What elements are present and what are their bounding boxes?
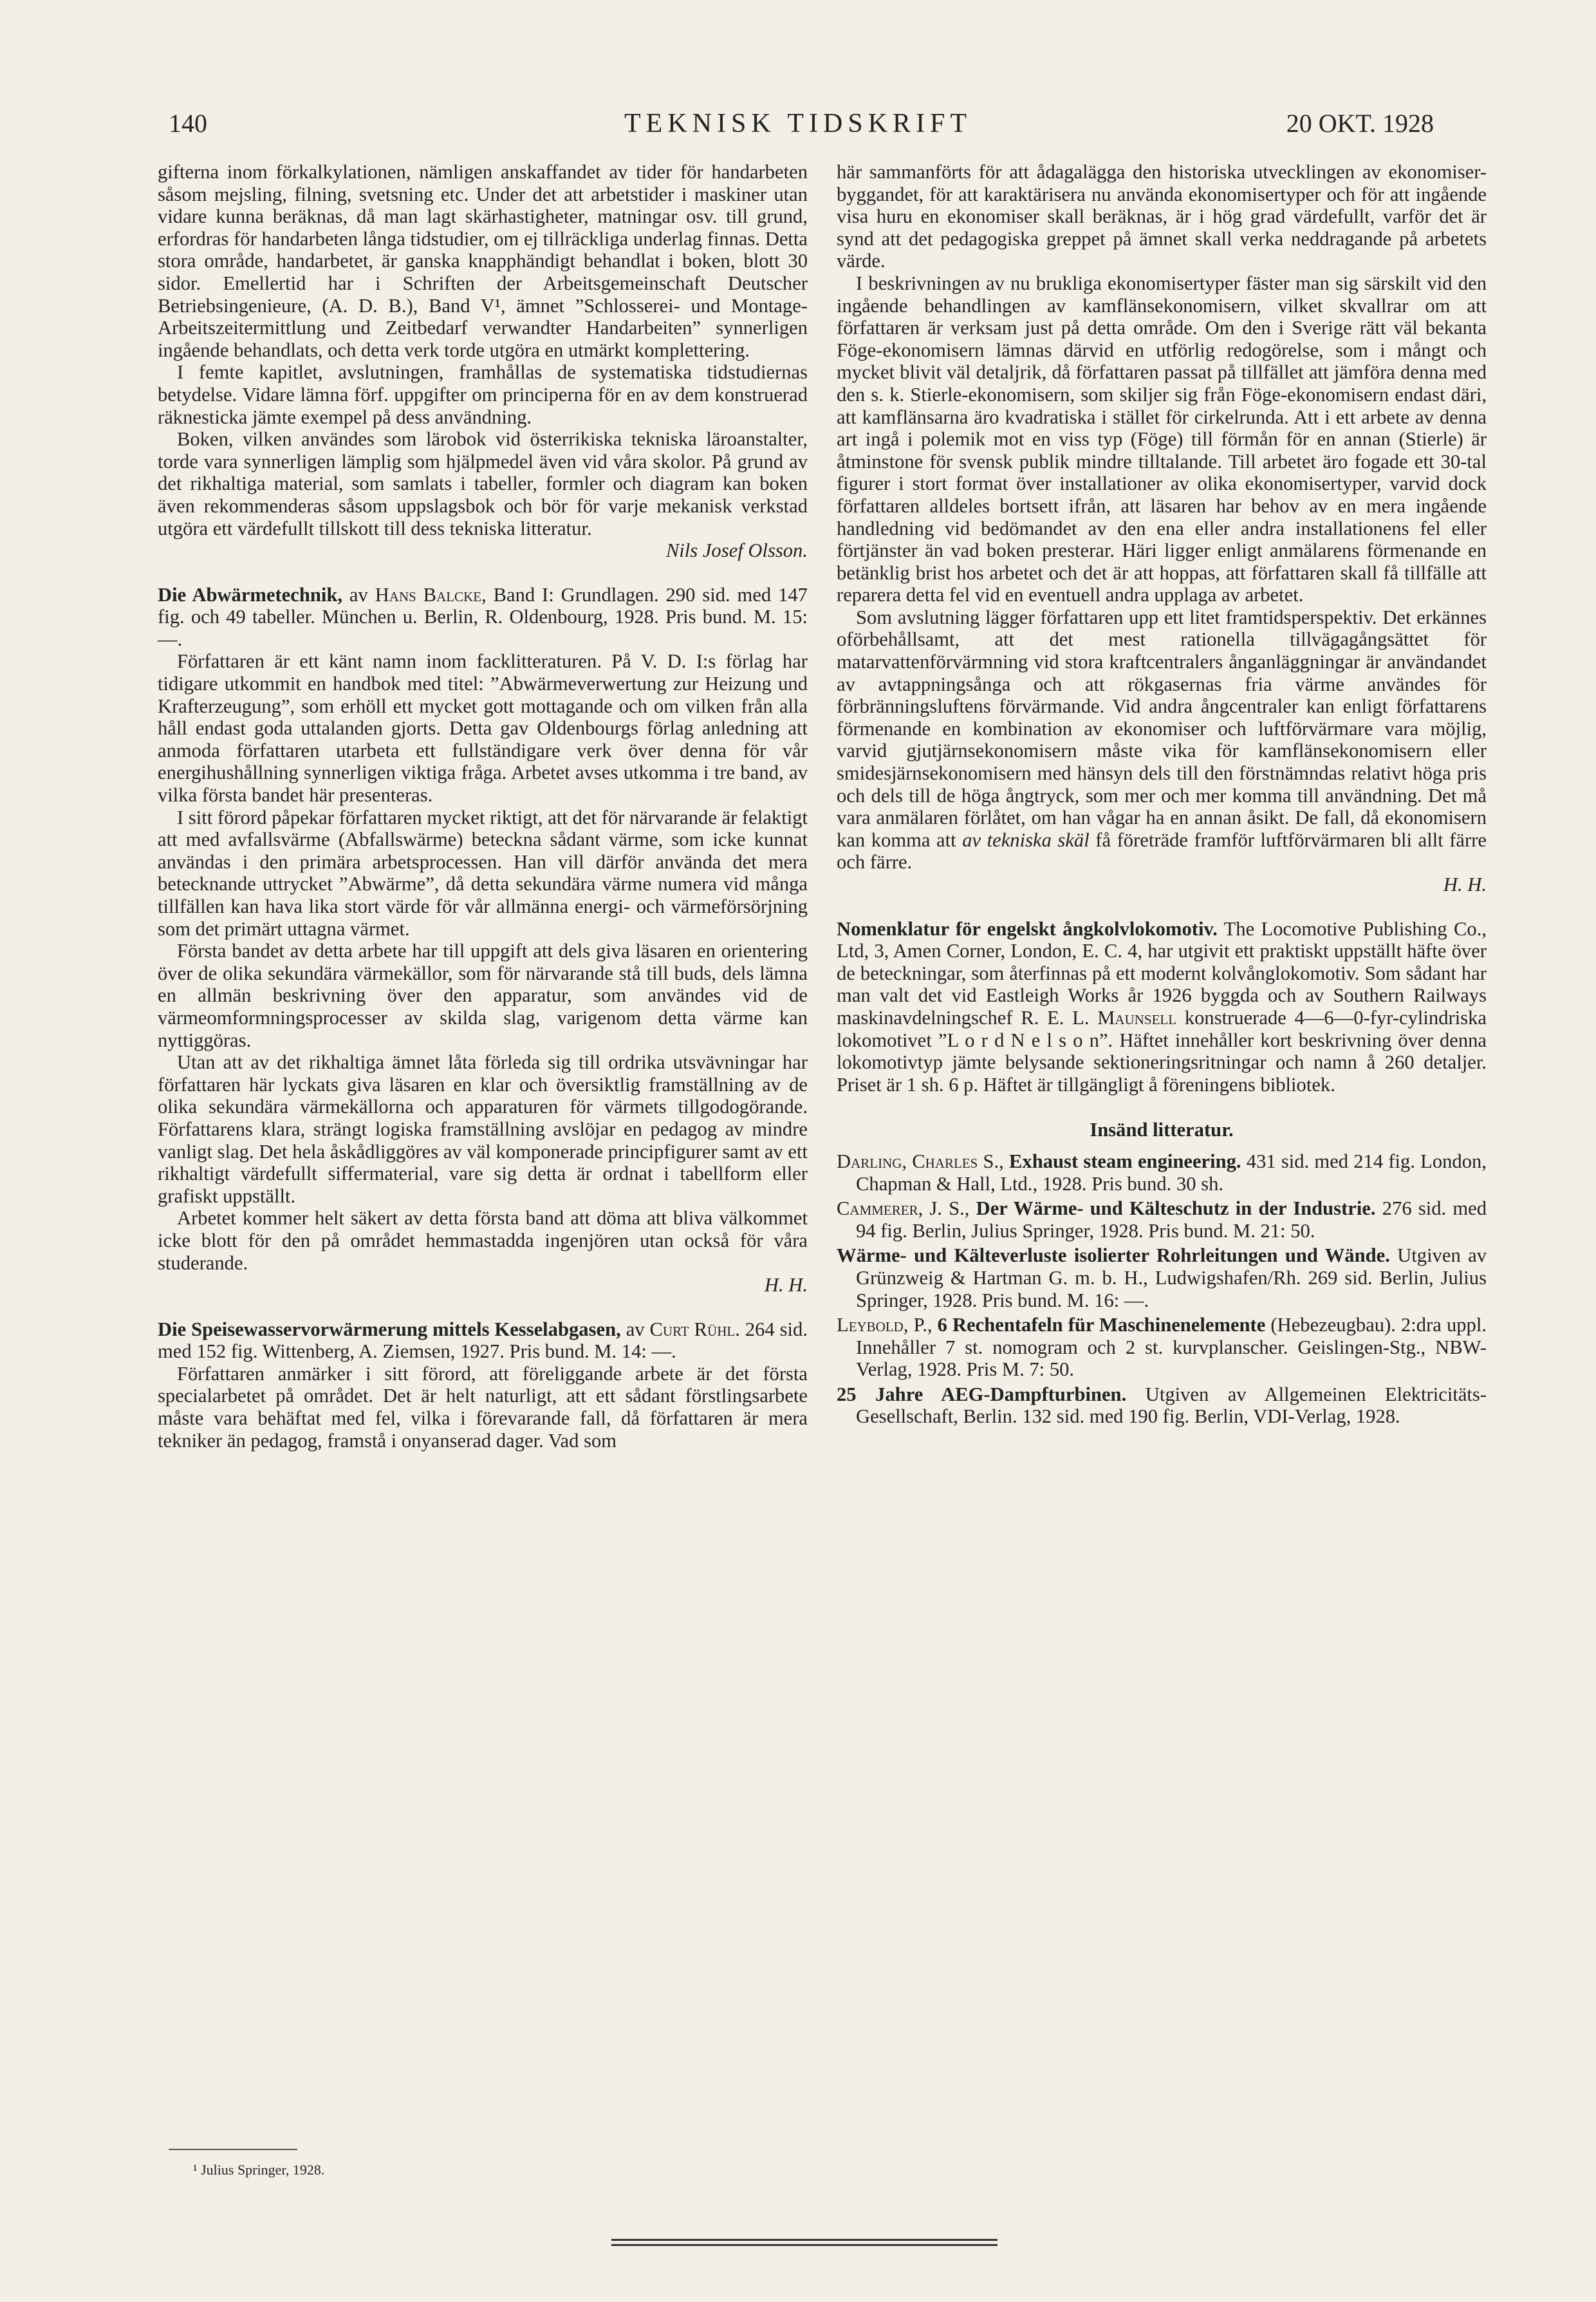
signature: Nils Josef Olsson. [665,539,808,562]
footnote: ¹ Julius Springer, 1928. [193,2162,325,2178]
paragraph: Utan att av det rikhaltiga ämnet låta förleda sig till ordrika utsvävningar har författaren här lyckats giva läsaren en klar och översiktlig framställning av de olika sekundära värmekällorna och apparaturen för värmets tillgodogörande. Författarens klara, strängt logiska framställning avslöjar en pedagog av mindre vanligt slag. Det hela åskådliggöres av väl komponerade principfigurer samt av ett rikhaltigt värdefullt siffermaterial, vare sig detta är ordnat i tabellform eller grafiskt uppställt. [158,1051,808,1207]
review-heading-speisewasser [158,1318,808,1363]
text: konstruerade 4—6—0-fyr-cylindriska lokomotivet ”L o r d N e l s o n”. Häftet innehåller kort beskrivning över denna lokomotivtyp jämte belysande sektioneringsritningar och namn å 260 detaljer. Priset är 1 sh. 6 p. Häftet är tillgängligt å föreningens bibliotek. [837,1006,1487,1096]
section-heading: Insänd litteratur. [1090,1119,1234,1141]
bottom-rule [611,2244,998,2246]
book-details: 264 sid. med 152 fig. Wittenberg, A. Ziemsen, 1927. Pris bund. M. 14: —. [158,1318,808,1363]
entry-details: Utgiven av Allgemeinen Elektricitäts-Gesellschaft, Berlin. 132 sid. med 190 fig. Berlin, VDI-Verlag, 1928. [856,1383,1487,1428]
page-number: 140 [169,109,207,138]
author-name: Maunsell [1097,1006,1177,1029]
text: Som avslutning lägger författaren upp ett litet framtidsperspektiv. Det erkännes oförbehållsamt, att det mest rationella tillvägagångsättet för matarvattenförvärmning vid stora kraftcentralers ånganläggningar är användandet av avtappningsånga och att rökgasernas fria värme användes för förbränningsluftens förvärmande. Vid andra ångcentraler kan enligt författarens förmenande en kombination av ekonomiser och luftförvärmare vara möjlig, varvid gjutjärnsekonomisern måste vika för kamflänsekonomisern eller smidesjärnsekonomisern med hänsyn dels till den förstnämndas relativt höga pris och dels till de höga ångtryck, som mer och mer komma till användning. Det må vara anmälaren förlåtet, om han vågar ha en annan åsikt. De fall, då ekonomisern kan komma att [837,606,1487,851]
italic-text: av tekniska skäl [962,828,1090,851]
literature-entry [837,1150,1487,1195]
left-column [158,161,808,1452]
book-author: Curt Rühl. [649,1318,740,1340]
paragraph: här sammanförts för att ådagalägga den historiska utvecklingen av ekonomiser-byggandet, för att karaktärisera nu använda ekonomisertyper och för att ingående visa huru en ekonomiser skall beräknas, är i hög grad värdefullt, varför det är synd att det pedagogiska greppet på ämnet skall verka neddragande på arbetets värde. [837,161,1487,272]
entry-title: Exhaust steam engineering. [1009,1150,1241,1172]
entry-title: 6 Rechentafeln für Maschinenelemente [937,1314,1266,1336]
book-details: Band I: Grundlagen. 290 sid. med 147 fig. och 49 tabeller. München u. Berlin, R. Oldenbourg, 1928. Pris bund. M. 15: —. [158,583,808,650]
literature-entry [837,1383,1487,1428]
nomenclature-notice [837,918,1487,1096]
bottom-rule [611,2239,998,2241]
book-author: Hans Balcke, [375,583,487,606]
entry-details: (Hebezeugbau). 2:dra uppl. Innehåller 7 st. nomogram och 2 st. kurvplanscher. Geislingen-Stg., NBW-Verlag, 1928. Pris M. 7: 50. [856,1314,1487,1381]
paragraph: Författaren är ett känt namn inom facklitteraturen. På V. D. I:s förlag har tidigare utkommit en handbok med titel: ”Abwärmeverwertung zur Heizung und Krafterzeugung”, som erhöll ett mycket gott mottagande och om vilken från alla håll endast goda uttalanden gjorts. Detta gav Oldenbourgs förlag anledning att anmoda författaren utarbeta ett fullständigare verk över denna för vår energihushållning synnerligen viktiga fråga. Arbetet avses utkomma i tre band, av vilka första bandet här presenteras. [158,650,808,807]
entry-details: 276 sid. med 94 fig. Berlin, Julius Springer, 1928. Pris bund. M. 21: 50. [856,1197,1487,1242]
paragraph [837,606,1487,874]
entry-title: 25 Jahre AEG-Dampfturbinen. [837,1383,1127,1405]
entry-author: Cammerer, J. S., [837,1197,970,1220]
by-word: av [349,583,368,606]
paragraph: I beskrivningen av nu brukliga ekonomisertyper fäster man sig särskilt vid den ingående behandlingen av kamflänsekonomisern, vilket skvallrar om att författaren är verksam just på detta område. Om den i Sverige rätt väl bekanta Föge-ekonomisern lämnas därvid en utförlig redogörelse, som i mångt och mycket blivit väl detaljrik, då författaren passat på tillfället att jämföra denna med den s. k. Stierle-ekonomisern, som skiljer sig från Föge-ekonomisern endast däri, att kamflänsarna äro kvadratiska i stället för cirkelrunda. Att i ett arbete av denna art ingå i polemik mot en viss typ (Föge) till förmån för en annan (Stierle) är åtminstone för svensk publik mindre tilltalande. Till arbetet äro fogade ett 30-tal figurer i stort format över installationer av olika ekonomisertyper, varvid dock författaren alldeles bortsett ifrån, att läsaren har behov av en mera ingående handledning vid bedömandet av den ena eller andra installationens fel eller förtjänster än vad boken presterar. Häri ligger enligt anmälarens förmenande en betänklig brist hos arbetet och det är att hoppas, att författaren skall få tillfälle att reparera detta fel vid en eventuell andra upplaga av arbetet. [837,272,1487,606]
entry-title: Wärme- und Kälteverluste isolierter Rohrleitungen und Wände. [837,1244,1390,1267]
entry-author: Leybold, P., [837,1314,933,1336]
literature-entry [837,1244,1487,1311]
right-column [837,161,1487,1430]
book-title: Die Abwärmetechnik, [158,583,343,606]
literature-entry [837,1197,1487,1242]
journal-title: TEKNISK TIDSKRIFT [624,109,972,138]
paragraph: I femte kapitlet, avslutningen, framhållas de systematiska tidstudiernas betydelse. Vidare lämna förf. uppgifter om principerna för en av dem konstruerad räknesticka jämte exempel på dess användning. [158,361,808,428]
literature-entry [837,1314,1487,1381]
entry-details: 431 sid. med 214 fig. London, Chapman & Hall, Ltd., 1928. Pris bund. 30 sh. [856,1150,1487,1195]
issue-date: 20 OKT. 1928 [1286,109,1434,138]
paragraph: Författaren anmärker i sitt förord, att föreliggande arbete är det första specialarbetet på området. Det är helt naturligt, att ett sådant förstlingsarbete måste vara behäftat med fel, vilka i förevarande fall, då författaren är mera tekniker än pedagog, framstå i onyanserad dager. Vad som [158,1362,808,1452]
notice-title: Nomenklatur för engelskt ångkolvlokomotiv. [837,917,1218,940]
text: få företräde framför luftförvärmaren bli allt färre och färre. [837,828,1487,874]
paragraph: I sitt förord påpekar författaren mycket riktigt, att det för närvarande är felaktigt att med avfallsvärme (Abfallswärme) betecknа sådant värme, som icke kunnat användas i den primära arbetsprocessen. Han vill därför använda det mera betecknande uttrycket ”Abwärme”, då detta sekundära värme numera vid många tillfällen kan hava lika stort värde för vår allmänna energi- och värmeförsörjning som det primärt uttagna värmet. [158,806,808,940]
entry-title: Der Wärme- und Kälteschutz in der Industrie. [976,1197,1376,1220]
text: The Locomotive Publishing Co., Ltd, 3, Amen Corner, London, E. C. 4, har utgivit ett praktiskt uppställt häfte över de beteckningar, som återfinnas på ett modernt kolvånglokomotiv. Som sådant har man valt det vid Eastleigh Works år 1926 byggda och av Southern Railways maskinavdelningschef R. E. L. [837,917,1487,1029]
paragraph: gifterna inom förkalkylationen, nämligen anskaffandet av tider för handarbeten såsom mejsling, filning, svetsning etc. Under det att arbetstider i maskiner utan vidare kunna beräknas, då man lagt skärhastigheter, matningar osv. till grund, erfordras för handarbeten långa tidstudier, om ej tillräckliga underlag finnas. Detta stora område, handarbetet, är ganska knapphändigt behandlat i boken, blott 30 sidor. Emellertid har i Schriften der Arbeitsgemeinschaft Deutscher Betriebsingenieure, (A. D. B.), Band V¹, ämnet ”Schlosserei- und Montage-Arbeitszeitermittlung und Zeitbedarf verwandter Handarbeiten” synnerligen ingående behandlats, och detta verk torde utgöra en utmärkt komplettering. [158,161,808,361]
footnote-divider [169,2149,297,2150]
paragraph: Boken, vilken användes som lärobok vid österrikiska tekniska läroanstalter, torde vara synnerligen lämplig som hjälpmedel även vid våra skolor. På grund av det rikhaltiga material, som samlats i tabeller, formler och diagram kan boken även rekommenderas såsom uppslagsbok och bör för varje mekanisk verkstad utgöra ett värdefullt tillskott till dess tekniska litteratur. [158,428,808,539]
entry-details: Utgiven av Grünzweig & Hartman G. m. b. H., Ludwigshafen/Rh. 269 sid. Berlin, Julius Springer, 1928. Pris bund. M. 16: —. [856,1244,1487,1311]
book-title: Die Speisewasservorwärmerung mittels Kesselabgasen, [158,1318,621,1340]
paragraph: Första bandet av detta arbete har till uppgift att dels giva läsaren en orientering över de olika sekundära värmekällor, som för närvarande stå till buds, dels lämna en allmän beskrivning över den apparatur, som användes vid de värmeomformningsprocesser av skilda slag, varigenom detta värme kan nyttiggöras. [158,940,808,1051]
review-heading-abwarmetechnik [158,584,808,651]
signature: H. H. [1443,874,1487,895]
signature: H. H. [764,1274,808,1296]
by-word: av [626,1318,645,1340]
entry-author: Darling, Charles S., [837,1150,1004,1172]
paragraph: Arbetet kommer helt säkert av detta första band att döma att bliva välkommet icke blott för den på området hemmastadda ingenjören utan också för våra studerande. [158,1207,808,1274]
